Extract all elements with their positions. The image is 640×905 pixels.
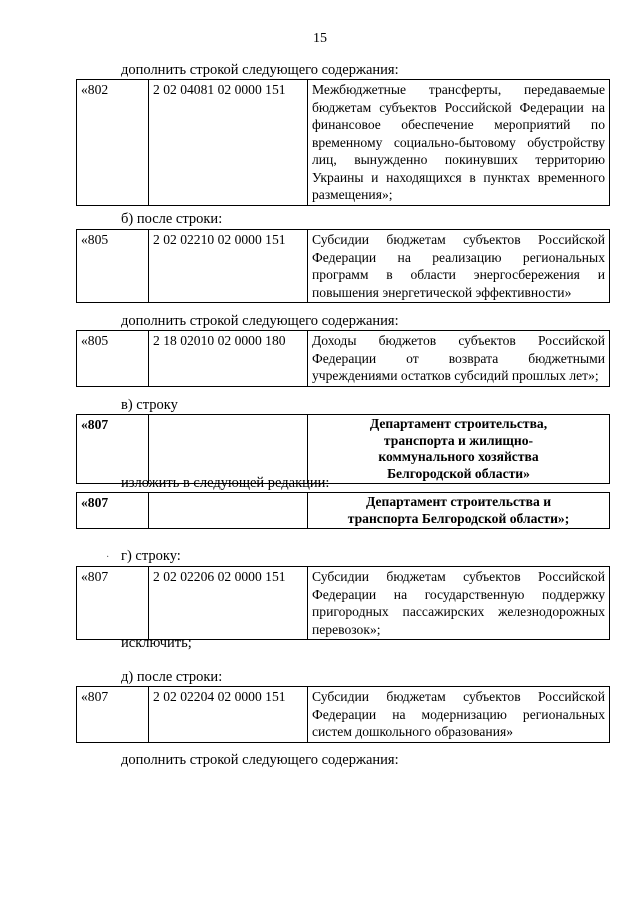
row-code: «807 — [77, 415, 149, 484]
row-kbk: 2 18 02010 02 0000 180 — [149, 331, 308, 387]
table-row — [76, 229, 610, 303]
row-code: «802 — [77, 80, 149, 206]
instruction-text: г) строку: — [121, 548, 181, 564]
row-description: Доходы бюджетов субъектов Российской Федерации от возврата бюджетными учреждениями остатков субсидий прошлых лет»; — [308, 331, 610, 387]
row-description: Департамент строительства и транспорта Белгородской области»; — [308, 493, 610, 529]
instruction-text: б) после строки: — [121, 211, 223, 227]
row-kbk: 2 02 02204 02 0000 151 — [149, 687, 308, 743]
row-kbk: 2 02 04081 02 0000 151 — [149, 80, 308, 206]
table-row — [76, 566, 610, 640]
row-description: Субсидии бюджетам субъектов Российской Федерации на государственную поддержку пригородных пассажирских железнодорожных перевозок»; — [308, 567, 610, 640]
page-number: 15 — [313, 31, 327, 46]
row-kbk: 2 02 02206 02 0000 151 — [149, 567, 308, 640]
instruction-text: дополнить строкой следующего содержания: — [121, 313, 399, 329]
row-kbk — [149, 493, 308, 529]
row-code: «807 — [77, 687, 149, 743]
row-description: Межбюджетные трансферты, передаваемые бюджетам субъектов Российской Федерации на финансовое обеспечение мероприятий по временному социально-бытовому обустройству лиц, вынужденно покинувших территорию Украины и находящихся в пунктах временного размещения»; — [308, 80, 610, 206]
table-row — [76, 414, 610, 484]
instruction-text: изложить в следующей редакции: — [121, 475, 330, 491]
table-row — [76, 79, 610, 206]
table-row — [76, 492, 610, 529]
row-description: Субсидии бюджетам субъектов Российской Федерации на модернизацию региональных систем дошкольного образования» — [308, 687, 610, 743]
row-code: «807 — [77, 567, 149, 640]
instruction-text: дополнить строкой следующего содержания: — [121, 752, 399, 768]
row-description: Субсидии бюджетам субъектов Российской Федерации на реализацию региональных программ в области энергосбережения и повышения энергетической эффективности» — [308, 230, 610, 303]
row-kbk — [149, 415, 308, 484]
instruction-text: дополнить строкой следующего содержания: — [121, 62, 399, 78]
instruction-text: д) после строки: — [121, 669, 223, 685]
row-description: Департамент строительства, транспорта и жилищно-коммунального хозяйства Белгородской области» — [308, 415, 610, 484]
scan-dot: · — [106, 552, 110, 563]
row-code: «807 — [77, 493, 149, 529]
row-kbk: 2 02 02210 02 0000 151 — [149, 230, 308, 303]
table-row — [76, 330, 610, 387]
table-row — [76, 686, 610, 743]
instruction-text: в) строку — [121, 397, 178, 413]
row-code: «805 — [77, 230, 149, 303]
row-code: «805 — [77, 331, 149, 387]
instruction-text: исключить; — [121, 635, 192, 651]
